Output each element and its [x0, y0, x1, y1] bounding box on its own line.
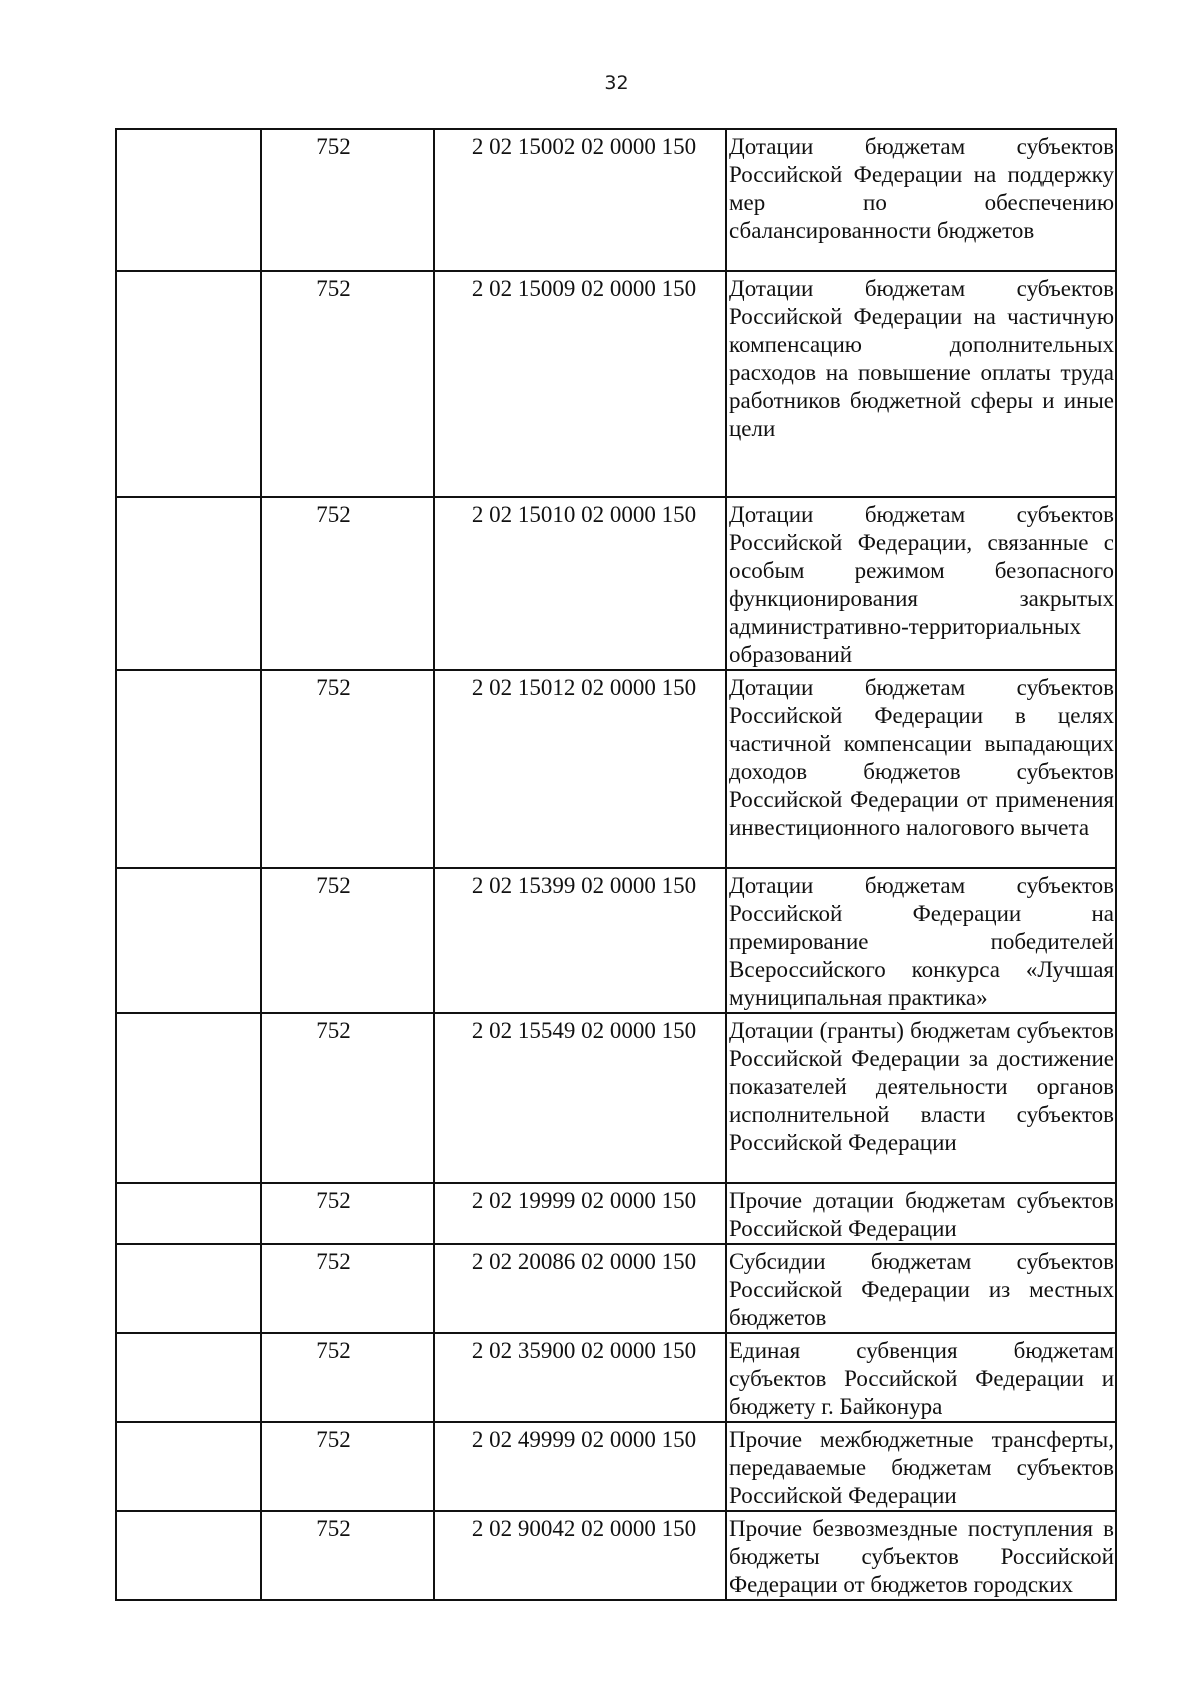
budget-code-cell: 2 02 90042 02 0000 150 — [434, 1511, 726, 1600]
budget-code-cell: 2 02 15399 02 0000 150 — [434, 868, 726, 1013]
table-row — [116, 1183, 1116, 1244]
budget-code-cell: 2 02 15549 02 0000 150 — [434, 1013, 726, 1183]
table-row — [116, 129, 1116, 271]
description-cell: Дотации (гранты) бюджетам субъектов Российской Федерации за достижение показателей деятельности органов исполнительной власти субъектов Российской Федерации — [726, 1013, 1116, 1183]
empty-cell — [116, 1244, 261, 1333]
empty-cell — [116, 1013, 261, 1183]
page-number: 32 — [604, 72, 629, 94]
budget-classification-table — [115, 128, 1117, 1601]
empty-cell — [116, 1511, 261, 1600]
empty-cell — [116, 129, 261, 271]
budget-code-cell: 2 02 35900 02 0000 150 — [434, 1333, 726, 1422]
description-cell: Дотации бюджетам субъектов Российской Федерации в целях частичной компенсации выпадающих доходов бюджетов субъектов Российской Федерации от применения инвестиционного налогового вычета — [726, 670, 1116, 868]
table-row — [116, 1511, 1116, 1600]
description-cell: Прочие безвозмездные поступления в бюджеты субъектов Российской Федерации от бюджетов городских — [726, 1511, 1116, 1600]
description-cell: Дотации бюджетам субъектов Российской Федерации на частичную компенсацию дополнительных расходов на повышение оплаты труда работников бюджетной сферы и иные цели — [726, 271, 1116, 497]
empty-cell — [116, 497, 261, 670]
budget-code-cell: 2 02 15009 02 0000 150 — [434, 271, 726, 497]
empty-cell — [116, 271, 261, 497]
table-row — [116, 1422, 1116, 1511]
description-cell: Дотации бюджетам субъектов Российской Федерации на премирование победителей Всероссийского конкурса «Лучшая муниципальная практика» — [726, 868, 1116, 1013]
admin-code-cell: 752 — [261, 271, 434, 497]
empty-cell — [116, 1333, 261, 1422]
description-cell: Дотации бюджетам субъектов Российской Федерации, связанные с особым режимом безопасного функционирования закрытых административно-территориальных образований — [726, 497, 1116, 670]
admin-code-cell: 752 — [261, 1422, 434, 1511]
budget-code-cell: 2 02 20086 02 0000 150 — [434, 1244, 726, 1333]
budget-code-cell: 2 02 15012 02 0000 150 — [434, 670, 726, 868]
admin-code-cell: 752 — [261, 1244, 434, 1333]
table-row — [116, 271, 1116, 497]
description-cell: Субсидии бюджетам субъектов Российской Федерации из местных бюджетов — [726, 1244, 1116, 1333]
table-row — [116, 1013, 1116, 1183]
table-row — [116, 868, 1116, 1013]
table-row — [116, 497, 1116, 670]
table-row — [116, 670, 1116, 868]
table-row — [116, 1244, 1116, 1333]
budget-code-cell: 2 02 15010 02 0000 150 — [434, 497, 726, 670]
admin-code-cell: 752 — [261, 1333, 434, 1422]
empty-cell — [116, 670, 261, 868]
admin-code-cell: 752 — [261, 670, 434, 868]
admin-code-cell: 752 — [261, 497, 434, 670]
description-cell: Единая субвенция бюджетам субъектов Российской Федерации и бюджету г. Байконура — [726, 1333, 1116, 1422]
admin-code-cell: 752 — [261, 1183, 434, 1244]
description-cell: Дотации бюджетам субъектов Российской Федерации на поддержку мер по обеспечению сбалансированности бюджетов — [726, 129, 1116, 271]
empty-cell — [116, 1183, 261, 1244]
budget-code-cell: 2 02 19999 02 0000 150 — [434, 1183, 726, 1244]
description-cell: Прочие дотации бюджетам субъектов Российской Федерации — [726, 1183, 1116, 1244]
budget-code-cell: 2 02 15002 02 0000 150 — [434, 129, 726, 271]
empty-cell — [116, 868, 261, 1013]
admin-code-cell: 752 — [261, 1013, 434, 1183]
table-row — [116, 1333, 1116, 1422]
budget-code-cell: 2 02 49999 02 0000 150 — [434, 1422, 726, 1511]
description-cell: Прочие межбюджетные трансферты, передаваемые бюджетам субъектов Российской Федерации — [726, 1422, 1116, 1511]
admin-code-cell: 752 — [261, 1511, 434, 1600]
admin-code-cell: 752 — [261, 868, 434, 1013]
admin-code-cell: 752 — [261, 129, 434, 271]
empty-cell — [116, 1422, 261, 1511]
